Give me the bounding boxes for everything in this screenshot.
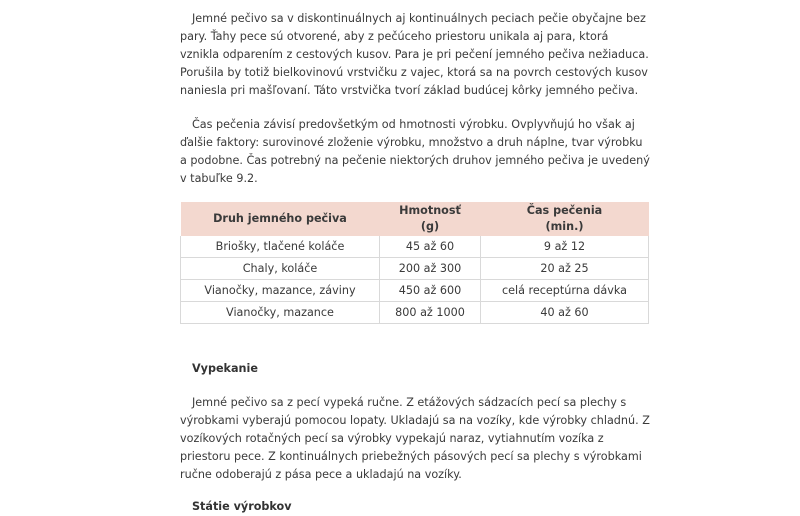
table-row (181, 302, 649, 324)
header-baking-time: Čas pečenia (min.) (481, 202, 649, 236)
table-row (181, 236, 649, 258)
table-row (181, 280, 649, 302)
cell-pastry-type: Vianočky, mazance, záviny (181, 280, 380, 302)
baking-time-table (180, 202, 649, 324)
header-pastry-type: Druh jemného pečiva (181, 202, 380, 236)
table-row (181, 258, 649, 280)
cell-pastry-type: Briošky, tlačené koláče (181, 236, 380, 258)
cell-baking-time: 20 až 25 (481, 258, 649, 280)
cell-weight: 450 až 600 (380, 280, 481, 302)
cell-weight: 200 až 300 (380, 258, 481, 280)
section-heading-next: Státie výrobkov (192, 500, 292, 513)
header-weight: Hmotnosť (g) (380, 202, 481, 236)
cell-baking-time: 40 až 60 (481, 302, 649, 324)
paragraph-baking-time: Čas pečenia závisí predovšetkým od hmotnosti výrobku. Ovplyvňujú ho však aj ďalšie faktory: surovinové zloženie výrobku, množstvo a druh náplne, tvar výrobku a podobne. Čas potrebný na pečenie niektorých druhov jemného pečiva je uvedený v tabuľke 9.2. (180, 118, 650, 185)
cell-pastry-type: Vianočky, mazance (181, 302, 380, 324)
cell-weight: 45 až 60 (380, 236, 481, 258)
cell-baking-time: celá receptúrna dávka (481, 280, 649, 302)
cell-baking-time: 9 až 12 (481, 236, 649, 258)
cell-pastry-type: Chaly, koláče (181, 258, 380, 280)
section-heading-vypekanie: Vypekanie (192, 362, 258, 375)
cell-weight: 800 až 1000 (380, 302, 481, 324)
table-header-row (181, 202, 649, 236)
paragraph-baking-steam: Jemné pečivo sa v diskontinuálnych aj kontinuálnych peciach pečie obyčajne bez pary. Ťahy pece sú otvorené, aby z pečúceho priestoru unikala aj para, ktorá vznikla odparením z cestových kusov. Para je pri pečení jemného pečiva nežiaduca. Porušila by totiž bielkovinovú vrstvičku z vajec, ktorá sa na povrch cestových kusov naniesla pri mašľovaní. Táto vrstvička tvorí základ budúcej kôrky jemného pečiva. (180, 12, 649, 97)
paragraph-unloading: Jemné pečivo sa z pecí vypeká ručne. Z etážových sádzacích pecí sa plechy s výrobkami vyberajú pomocou lopaty. Ukladajú sa na vozíky, kde výrobky chladnú. Z vozíkových rotačných pecí sa výrobky vypekajú naraz, vytiahnutím vozíka z priestoru pece. Z kontinuálnych priebežných pásových pecí sa plechy s výrobkami ručne odoberajú z pása pece a ukladajú na vozíky. (180, 396, 650, 481)
article-content (180, 10, 650, 516)
